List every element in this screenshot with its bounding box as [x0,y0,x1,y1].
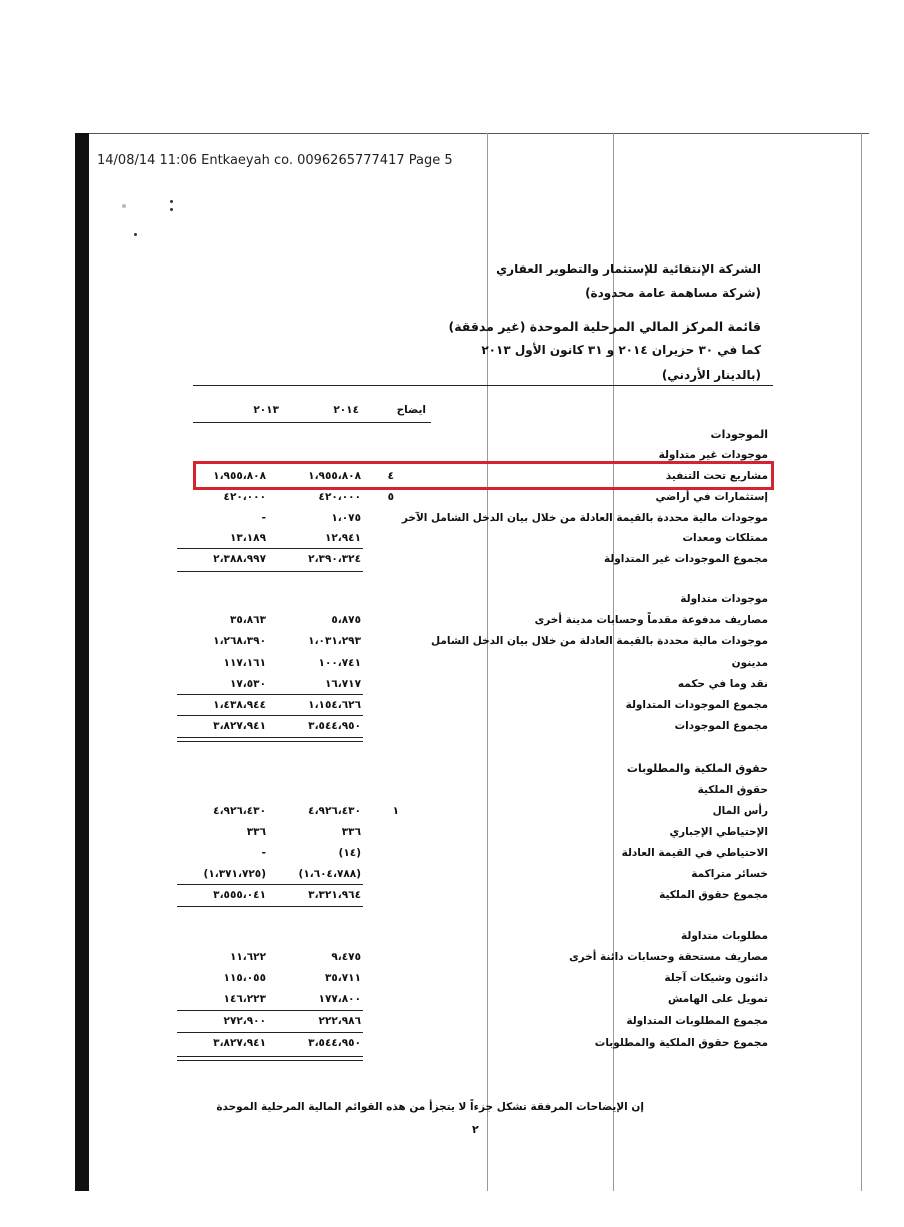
row-2013: ٣٣٦ [246,826,266,838]
row-2014: ١،٠٣١،٢٩٣ [308,635,361,647]
subtotal-rule [177,1032,363,1033]
statement-date: كما في ٣٠ حزيران ٢٠١٤ و ٣١ كانون الأول ٢٠١٣ [481,343,761,357]
col-note: ايضاح [396,404,426,416]
subtotal-rule [177,1010,363,1011]
scan-top-edge [89,133,869,134]
row-label: مجموع الموجودات [674,720,768,732]
row-2014: ٢٢٢،٩٨٦ [318,1015,361,1027]
row-2013: ١٤٦،٢٢٣ [223,993,266,1005]
row-2014: ١٢،٩٤١ [324,532,361,544]
row-2014: ٤،٩٢٦،٤٣٠ [308,805,361,817]
section-assets: الموجودات [710,428,768,441]
row-2014: ٢،٣٩٠،٣٢٤ [308,553,361,565]
row-2013: ١٣،١٨٩ [229,532,266,544]
row-label: مجموع الموجودات المتداولة [625,699,768,711]
row-2013: (١،٣٧١،٧٢٥) [203,868,266,880]
row-label: موجودات مالية محددة بالقيمة العادلة من خلال بيان الدخل الشامل الآخر [401,512,768,524]
col-2014: ٢٠١٤ [333,404,359,416]
total-rule [177,571,363,572]
fax-header: 14/08/14 11:06 Entkaeyah co. 0096265777417 Page 5 [97,153,453,168]
page-number: ٢ [472,1123,479,1136]
row-2013: ١٧،٥٣٠ [229,678,266,690]
row-2014: ١٦،٧١٧ [324,678,361,690]
statement-currency: (بالدينار الأردني) [661,368,761,382]
row-2013: ١،٩٥٥،٨٠٨ [213,470,266,482]
double-total-rule [177,737,363,742]
company-name: الشركة الإنتقائية للإستثمار والتطوير العقاري [496,262,761,276]
row-2014: (١٤) [338,847,361,859]
row-2013: ١،٤٣٨،٩٤٤ [213,699,266,711]
row-2013: - [261,847,266,859]
subtotal-rule [177,715,363,716]
row-label: مجموع حقوق الملكية [659,889,768,901]
highlight-box [193,461,774,490]
row-2014: ٣٥،٧١١ [324,972,361,984]
row-2013: ٣٥،٨٦٣ [229,614,266,626]
col-2013: ٢٠١٣ [253,404,279,416]
row-label: مصاريف مدفوعة مقدماً وحسابات مدينة أخرى [534,614,768,626]
section-current-liabilities: مطلوبات متداولة [681,930,768,942]
row-label: تمويل على الهامش [667,993,768,1005]
row-2013: ١١٥،٠٥٥ [223,972,266,984]
company-type: (شركة مساهمة عامة محدودة) [585,286,761,300]
row-2014: ١٧٧،٨٠٠ [318,993,361,1005]
row-2014: ١،١٥٤،٦٢٦ [308,699,361,711]
row-2013: ٢٧٢،٩٠٠ [223,1015,266,1027]
row-2013: ١١،٦٢٢ [229,951,266,963]
row-label: موجودات مالية محددة بالقيمة العادلة من خلال بيان الدخل الشامل [431,635,768,647]
row-2014: ٣،٣٢١،٩٦٤ [308,889,361,901]
row-2014: ١،٠٧٥ [331,512,361,524]
section-equity: حقوق الملكية [697,784,768,796]
scan-speck [170,200,173,203]
row-2014: ١،٩٥٥،٨٠٨ [308,470,361,482]
statement-title: قائمة المركز المالي المرحلية الموحدة (غير مدققة) [448,319,761,334]
row-2013: - [261,512,266,524]
section-equity-liabilities: حقوق الملكية والمطلوبات [626,762,768,775]
subtotal-rule [177,694,363,695]
scan-speck [170,208,173,211]
total-rule [177,906,363,907]
row-2014: ٤٢٠،٠٠٠ [318,491,361,503]
scan-speck [122,204,126,208]
row-label: مشاريع تحت التنفيذ [665,470,768,482]
row-label: الاحتياطي في القيمة العادلة [621,847,768,859]
double-total-rule [177,1056,363,1061]
row-2013: ٢،٣٨٨،٩٩٧ [213,553,266,565]
row-2014: ٣،٥٤٤،٩٥٠ [308,1037,361,1049]
row-label: نقد وما في حكمه [677,678,768,690]
subtotal-rule [177,548,363,549]
row-label: خسائر متراكمة [691,868,768,880]
row-note: ١ [392,805,399,817]
row-2014: ٥،٨٧٥ [331,614,361,626]
row-note: ٤ [387,470,394,482]
scan-speck [134,233,137,236]
row-label: إستثمارات في أراضي [655,491,768,503]
row-label: مجموع الموجودات غير المتداولة [603,553,768,565]
row-label: مدينون [731,657,768,669]
row-label: ممتلكات ومعدات [682,532,768,544]
row-2013: ٤٢٠،٠٠٠ [223,491,266,503]
row-label: دائنون وشيكات آجلة [664,972,768,984]
row-note: ٥ [387,491,394,503]
row-2014: ٩،٤٧٥ [331,951,361,963]
row-2013: ٤،٩٢٦،٤٣٠ [213,805,266,817]
row-label: الإحتياطي الإجباري [669,826,768,838]
row-2013: ٣،٨٢٧،٩٤١ [213,720,266,732]
row-2013: ٣،٥٥٥،٠٤١ [213,889,266,901]
column-rule [193,422,431,423]
row-2013: ١١٧،١٦١ [223,657,266,669]
header-rule [193,385,773,386]
row-2013: ٣،٨٢٧،٩٤١ [213,1037,266,1049]
row-label: رأس المال [712,805,768,817]
row-label: مجموع المطلوبات المتداولة [626,1015,768,1027]
section-non-current: موجودات غير متداولة [658,449,768,461]
row-2014: ٣،٥٤٤،٩٥٠ [308,720,361,732]
row-2014: ١٠٠،٧٤١ [318,657,361,669]
row-2014: (١،٦٠٤،٧٨٨) [298,868,361,880]
row-label: مجموع حقوق الملكية والمطلوبات [594,1037,768,1049]
row-2014: ٣٣٦ [341,826,361,838]
fold-line [861,133,862,1191]
fold-line [487,133,488,1191]
section-current: موجودات متداولة [680,593,768,605]
footer-note: إن الإيضاحات المرفقة تشكل جزءاً لا يتجزأ من هذه القوائم المالية المرحلية الموحدة [216,1101,644,1113]
scan-edge-bar [75,133,89,1191]
row-label: مصاريف مستحقة وحسابات دائنة أخرى [569,951,768,963]
row-2013: ١،٢٦٨،٣٩٠ [213,635,266,647]
subtotal-rule [177,884,363,885]
